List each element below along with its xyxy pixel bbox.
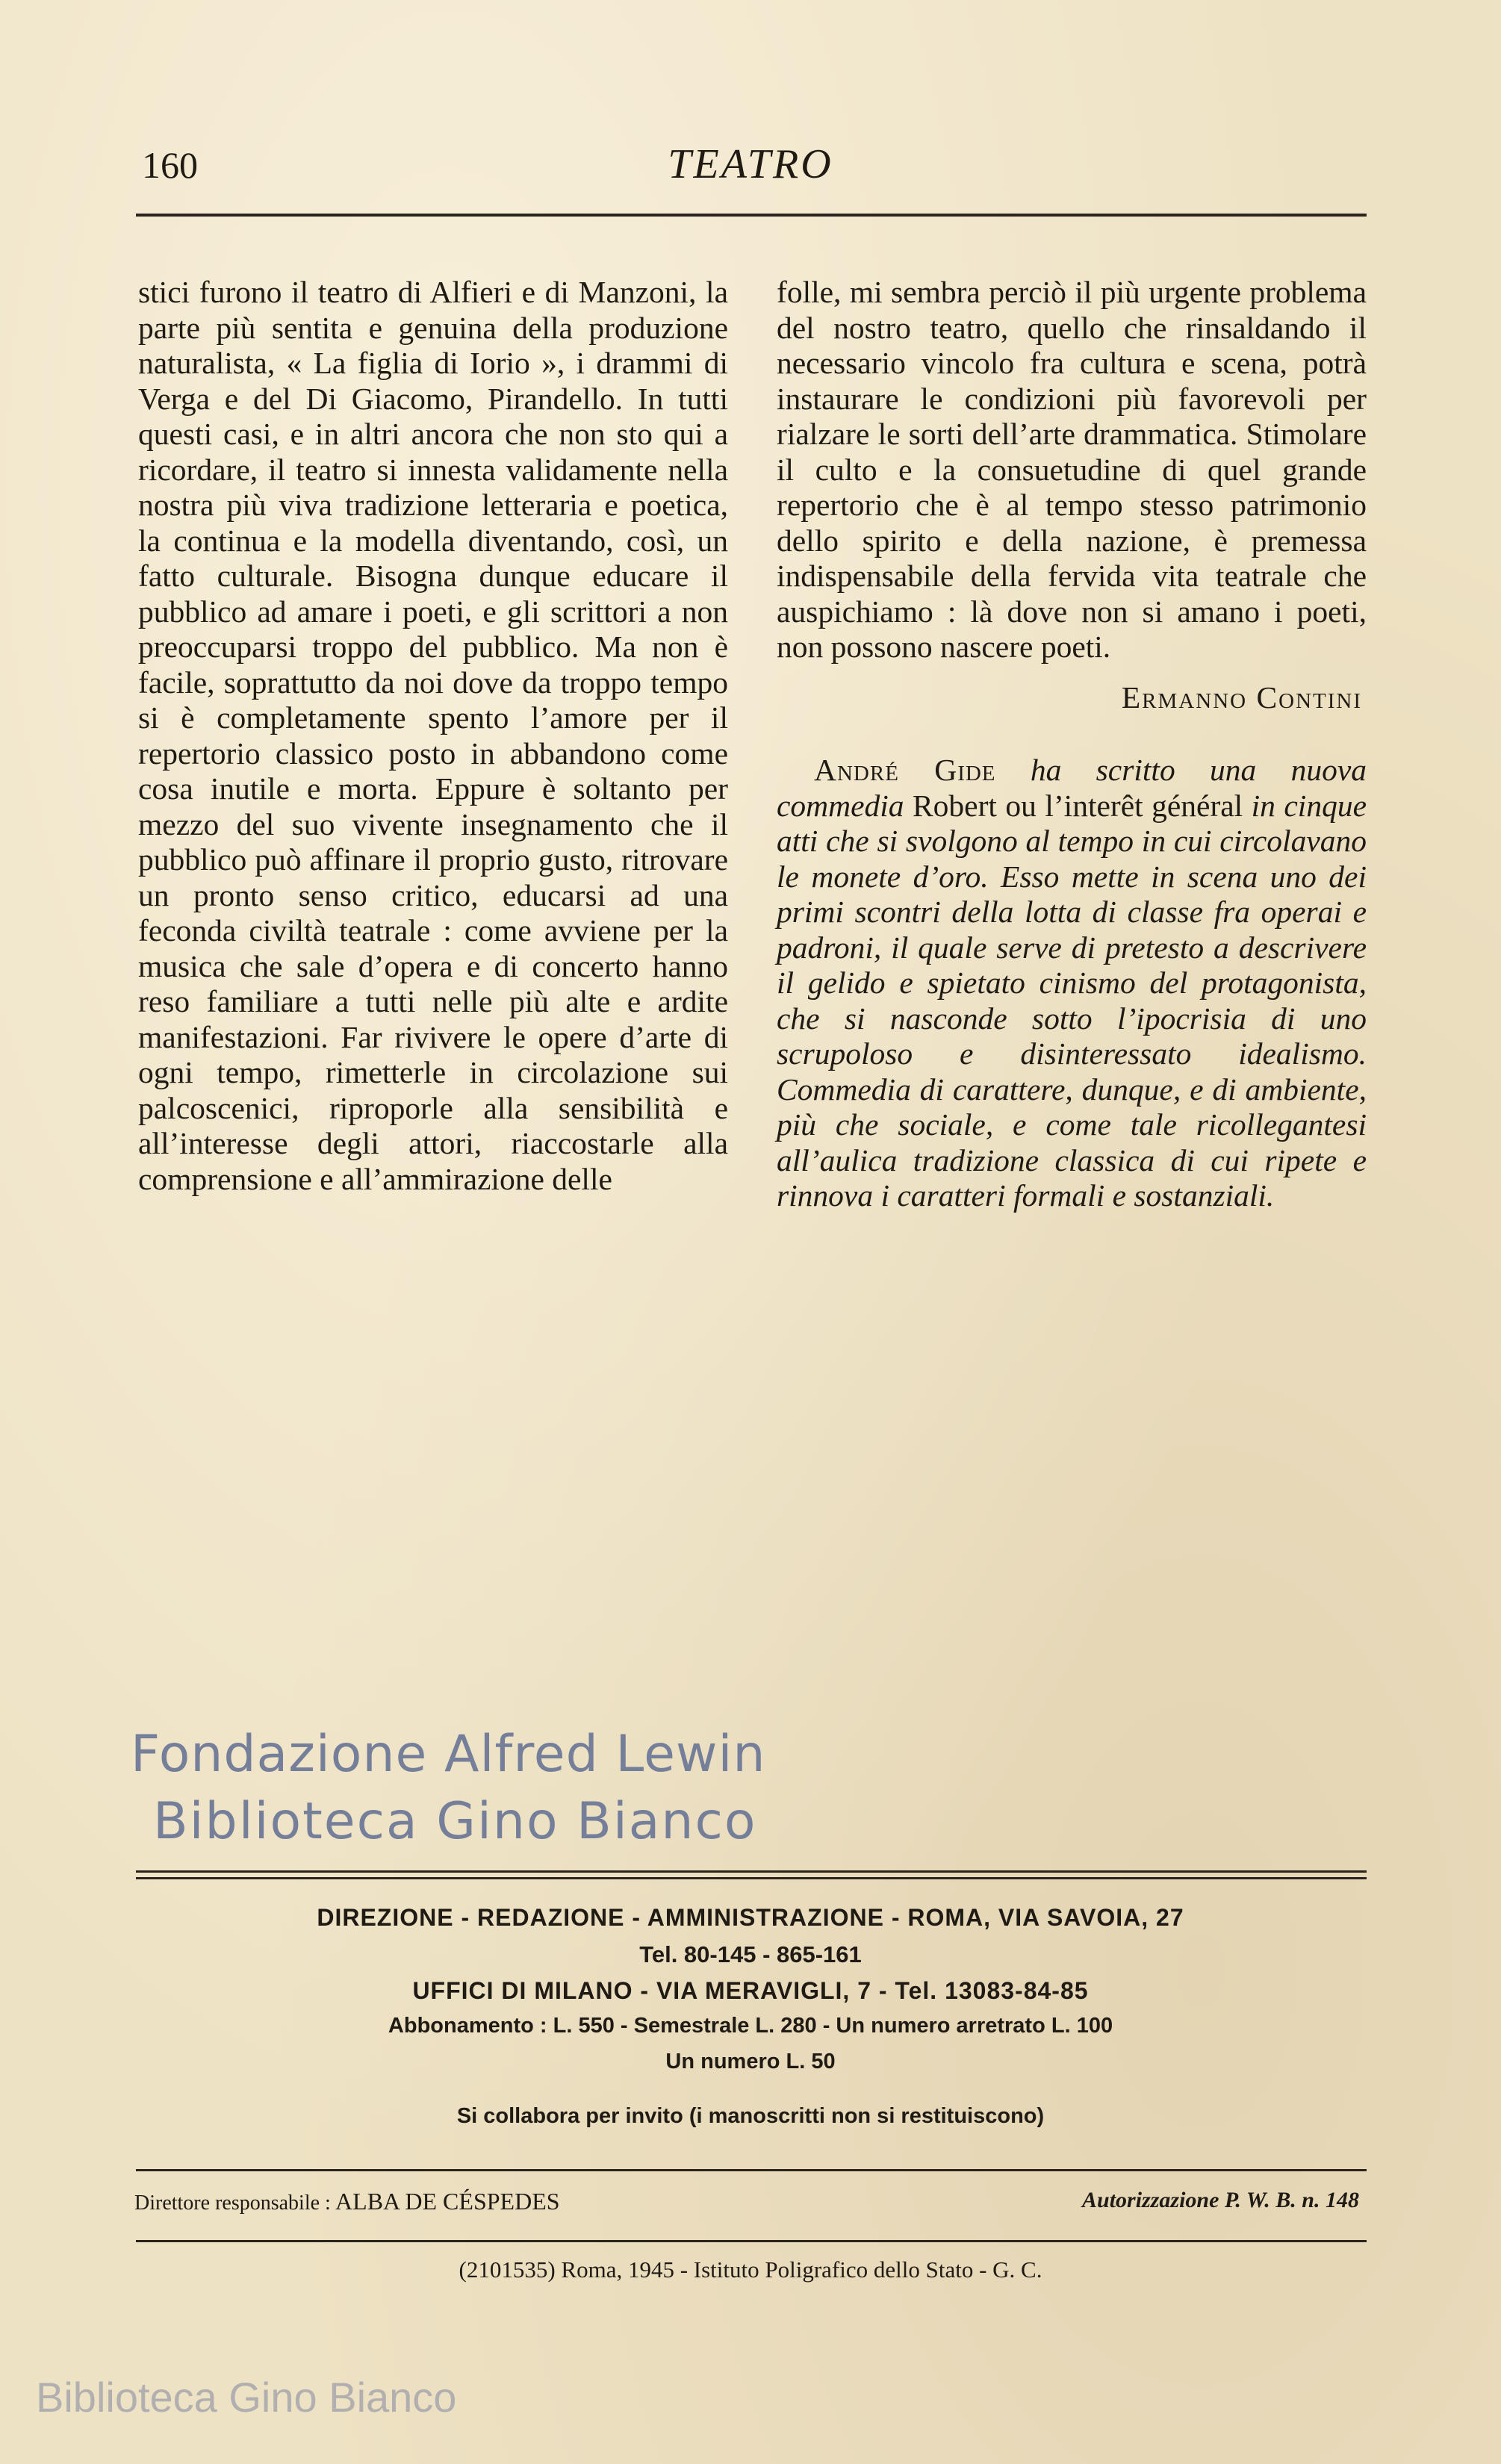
running-title: TEATRO — [668, 141, 833, 187]
director-credit — [134, 2188, 560, 2215]
imprint-rule-top-1 — [136, 1870, 1367, 1873]
imprint-milan-office: UFFICI DI MILANO - VIA MERAVIGLI, 7 - Tel. 13083-84-85 — [412, 1977, 1089, 2004]
imprint-rule-middle — [136, 2169, 1367, 2171]
imprint-rule-top-2 — [136, 1877, 1367, 1879]
header-rule — [136, 214, 1367, 217]
imprint-subscription: Abbonamento : L. 550 - Semestrale L. 280 - Un numero arretrato L. 100 — [388, 2014, 1113, 2038]
printer-line: (2101535) Roma, 1945 - Istituto Poligrafico dello Stato - G. C. — [459, 2256, 1042, 2283]
right-column — [777, 275, 1367, 1214]
imprint-contributions: Si collabora per invito (i manoscritti non si restituiscono) — [456, 2104, 1045, 2128]
note-text-intro: ha scritto una nuova commedia — [777, 753, 1367, 823]
printer-rule — [136, 2240, 1367, 2242]
article-text-right: folle, mi sembra perciò il più urgente problema del nostro teatro, quello che rinsaldando il necessario vincolo fra cultura e scena, potrà instaurare le condizioni più favorevoli per rialzare le sorti dell’arte drammatica. Stimolare il culto e la consuetudine di quel grande repertorio che è al tempo stesso patrimonio dello spirito e della nazione, è premessa indispensabile della fervida vita teatrale che auspichiamo : là dove non si amano i poeti, non possono nascere poeti. — [777, 275, 1367, 664]
imprint-single-issue: Un numero L. 50 — [665, 2050, 836, 2073]
library-stamp-line-1: Fondazione Alfred Lewin — [131, 1725, 766, 1784]
left-column — [138, 275, 728, 1197]
note-text-body: in cinque atti che si svolgono al tempo in cui circolavano le monete d’oro. Esso mette in scena uno dei primi scontri della lotta di classe fra operai e padroni, il quale serve di pretesto a descrivere il gelido e spietato cinismo del protagonista, che si nasconde sotto l’ipocrisia di uno scrupoloso e disinteressato idealismo. Commedia di carattere, dunque, e di ambiente, più che sociale, e come tale ricollegantesi all’aulica tradizione classica di cui ripete e rinnova i caratteri formali e sostanziali. — [777, 788, 1367, 1213]
imprint-phone: Tel. 80-145 - 865-161 — [639, 1941, 862, 1967]
note-author: André Gide — [814, 753, 996, 787]
director-label: Direttore responsabile : — [134, 2191, 331, 2215]
theatre-note — [777, 753, 1367, 1214]
page-header — [134, 134, 1367, 194]
article-text-left: stici furono il teatro di Alfieri e di Manzoni, la parte più sentita e genuina della produzione naturalista, « La figlia di Iorio », i drammi di Verga e del Di Giacomo, Pirandello. In tutti questi casi, e in altri ancora che non sto qui a ricordare, il teatro si innesta validamente nella nostra più viva tradizione letteraria e poetica, la continua e la modella diventando, così, un fatto culturale. Bisogna dunque educare il pubblico ad amare i poeti, e gli scrittori a non preoccuparsi troppo del pubblico. Ma non è facile, soprattutto da noi dove da troppo tempo si è completamente spento l’amore per il repertorio classico posto in abbandono come cosa inutile e morta. Eppure è soltanto per mezzo del suo vivente insegnamento che il pubblico può affinare il proprio gusto, ritrovare un pronto senso critico, educarsi ad una feconda civiltà teatrale : come avviene per la musica che sale d’opera e di concerto hanno reso familiare a tutti nelle più alte e ardite manifestazioni. Far rivivere le opere d’arte di ogni tempo, rimetterle in circolazione sui palcoscenici, riproporle alla sensibilità e all’interesse degli attori, riaccostarle alla comprensione e all’ammirazione delle — [138, 275, 728, 1196]
library-watermark: Biblioteca Gino Bianco — [36, 2374, 457, 2421]
author-signature: Ermanno Contini — [1121, 679, 1362, 715]
director-name: ALBA DE CÉSPEDES — [335, 2188, 560, 2215]
page-number: 160 — [142, 144, 198, 186]
imprint-address: DIREZIONE - REDAZIONE - AMMINISTRAZIONE - ROMA, VIA SAVOIA, 27 — [317, 1904, 1184, 1931]
note-work-title: Robert ou l’interêt général — [913, 788, 1243, 823]
library-stamp-line-2: Biblioteca Gino Bianco — [153, 1792, 757, 1851]
authorization-note: Autorizzazione P. W. B. n. 148 — [1082, 2188, 1359, 2212]
